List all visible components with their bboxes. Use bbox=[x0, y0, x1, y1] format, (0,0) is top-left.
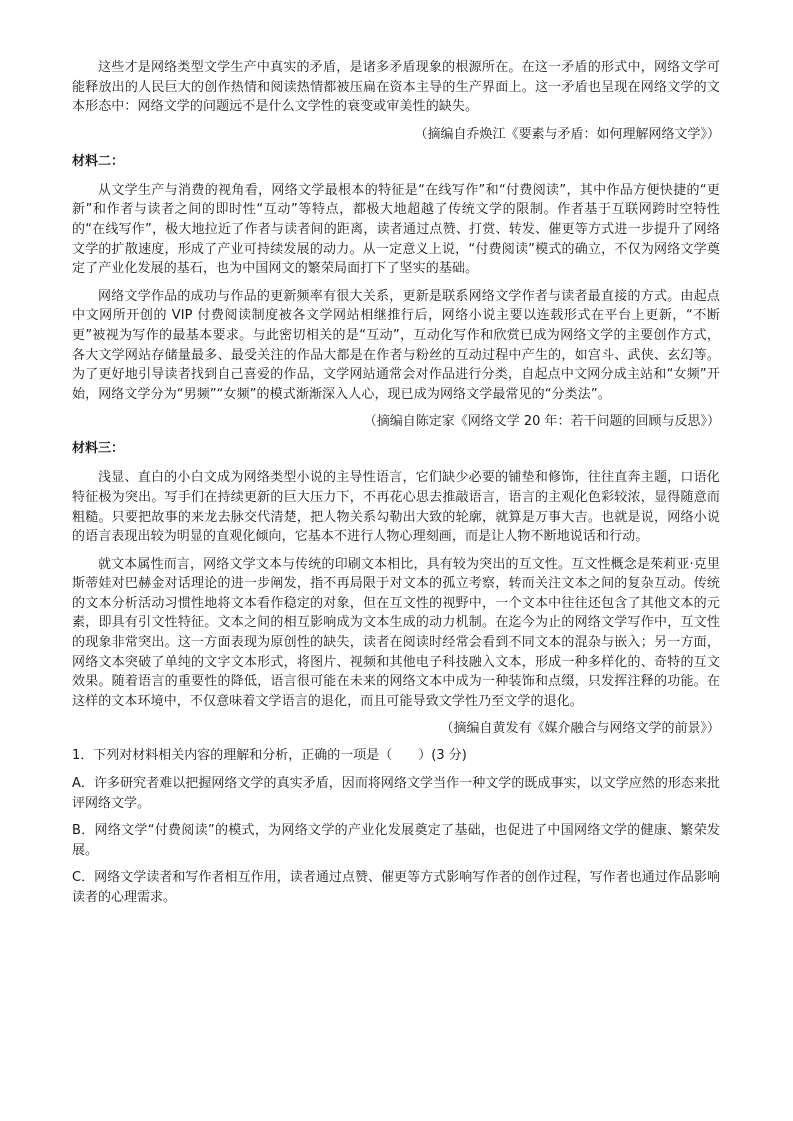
question-1-option-c: C．网络文学读者和写作者相互作用，读者通过点赞、催更等方式影响写作者的创作过程，写作者也通过作品影响读者的心理需求。 bbox=[72, 870, 720, 905]
paragraph-material3-2: 就文本属性而言，网络文学文本与传统的印刷文本相比，具有较为突出的互文性。互文性概念是茱莉亚·克里斯蒂娃对巴赫金对话理论的进一步阐发，指不再局限于对文本的孤立考察，转而关注文本之间的复杂互动。传统的文本分析活动习惯性地将文本看作稳定的对象，但在互文性的视野中，一个文本中往往还包含了其他文本的元素，即具有引文性特征。文本之间的相互影响成为文本生成的动力机制。在迄今为止的网络文学写作中，互文性的现象非常突出。这一方面表现为原创性的缺失，读者在阅读时经常会看到不同文本的混杂与嵌入；另一方面，网络文本突破了单纯的文字文本形式，将图片、视频和其他电子科技融入文本，形成一种多样化的、奇特的互文效果。随着语言的重要性的降低，语言很可能在未来的网络文本中成为一种装饰和点缀，只发挥注释的功能。在这样的文本环境中，不仅意味着文学语言的退化，而且可能导致文学性乃至文学的退化。 bbox=[72, 556, 720, 709]
paragraph-material1-end: 这些才是网络类型文学生产中真实的矛盾，是诸多矛盾现象的根源所在。在这一矛盾的形式中，网络文学可能释放出的人民巨大的创作热情和阅读热情都被压扁在资本主导的生产界面上。这一矛盾也呈现在网络文学的文本形态中：网络文学的问题远不是什么文学性的衰变或审美性的缺失。 bbox=[72, 60, 720, 115]
question-1-option-b: B．网络文学“付费阅读”的模式，为网络文学的产业化发展奠定了基础，也促进了中国网络文学的健康、繁荣发展。 bbox=[72, 823, 720, 858]
material-heading-3: 材料三： bbox=[72, 441, 125, 457]
paragraph-material2-2: 网络文学作品的成功与作品的更新频率有很大关系，更新是联系网络文学作者与读者最直接的方式。由起点中文网所开创的 VIP 付费阅读制度被各文学网站相继推行后，网络小说主要以连载形式在平台上更新，“不断更”被视为写作的最基本要求。与此密切相关的是“互动”，互动化写作和欣赏已成为网络文学的主要创作方式，各大文学网站存储量最多、最受关注的作品大都是在作者与粉丝的互动过程中产生的，如宫斗、武侠、玄幻等。为了更好地引导读者找到自己喜爱的作品，文学网站通常会对作品进行分类，自起点中文网分成主站和“女频”开始，网络文学分为“男频”“女频”的模式渐渐深入人心，现已成为网络文学最常见的“分类法”。 bbox=[72, 288, 720, 402]
question-1-option-a: A．许多研究者难以把握网络文学的真实矛盾，因而将网络文学当作一种文学的既成事实，以文学应然的形态来批评网络文学。 bbox=[72, 776, 720, 811]
source-citation-2: （摘编自陈定家《网络文学 20 年：若干问题的回顾与反思》） bbox=[363, 414, 720, 430]
source-citation-3: （摘编自黄发有《媒介融合与网络文学的前景》） bbox=[440, 721, 720, 737]
question-1-stem: 1．下列对材料相关内容的理解和分析，正确的一项是（ ）(3 分) bbox=[72, 748, 467, 764]
paragraph-material2-1: 从文学生产与消费的视角看，网络文学最根本的特征是“在线写作”和“付费阅读”，其中作品方便快捷的“更新”和作者与读者之间的即时性“互动”等特点，都极大地超越了传统文学的限制。作者基于互联网跨时空特性的“在线写作”，极大地拉近了作者与读者间的距离，读者通过点赞、打赏、转发、催更等方式进一步提升了网络文学的扩散速度，形成了产业可持续发展的动力。从一定意义上说，“付费阅读”模式的确立，不仅为网络文学奠定了产业化发展的基石，也为中国网文的繁荣局面打下了坚实的基础。 bbox=[72, 182, 720, 277]
source-citation-1: （摘编自乔焕江《要素与矛盾：如何理解网络文学》） bbox=[414, 126, 720, 142]
paragraph-material3-1: 浅显、直白的小白文成为网络类型小说的主导性语言，它们缺少必要的铺垫和修饰，往往直奔主题，口语化特征极为突出。写手们在持续更新的巨大压力下，不再花心思去推敲语言，语言的主观化色彩较浓，显得随意而粗糙。只要把故事的来龙去脉交代清楚，把人物关系勾勒出大致的轮廓，就算是万事大吉。也就是说，网络小说的语言表现出较为明显的直观化倾向，它基本不进行人物心理刻画，而是让人物不断地说话和行动。 bbox=[72, 470, 720, 545]
document-page bbox=[72, 58, 720, 916]
material-heading-2: 材料二： bbox=[72, 153, 125, 169]
